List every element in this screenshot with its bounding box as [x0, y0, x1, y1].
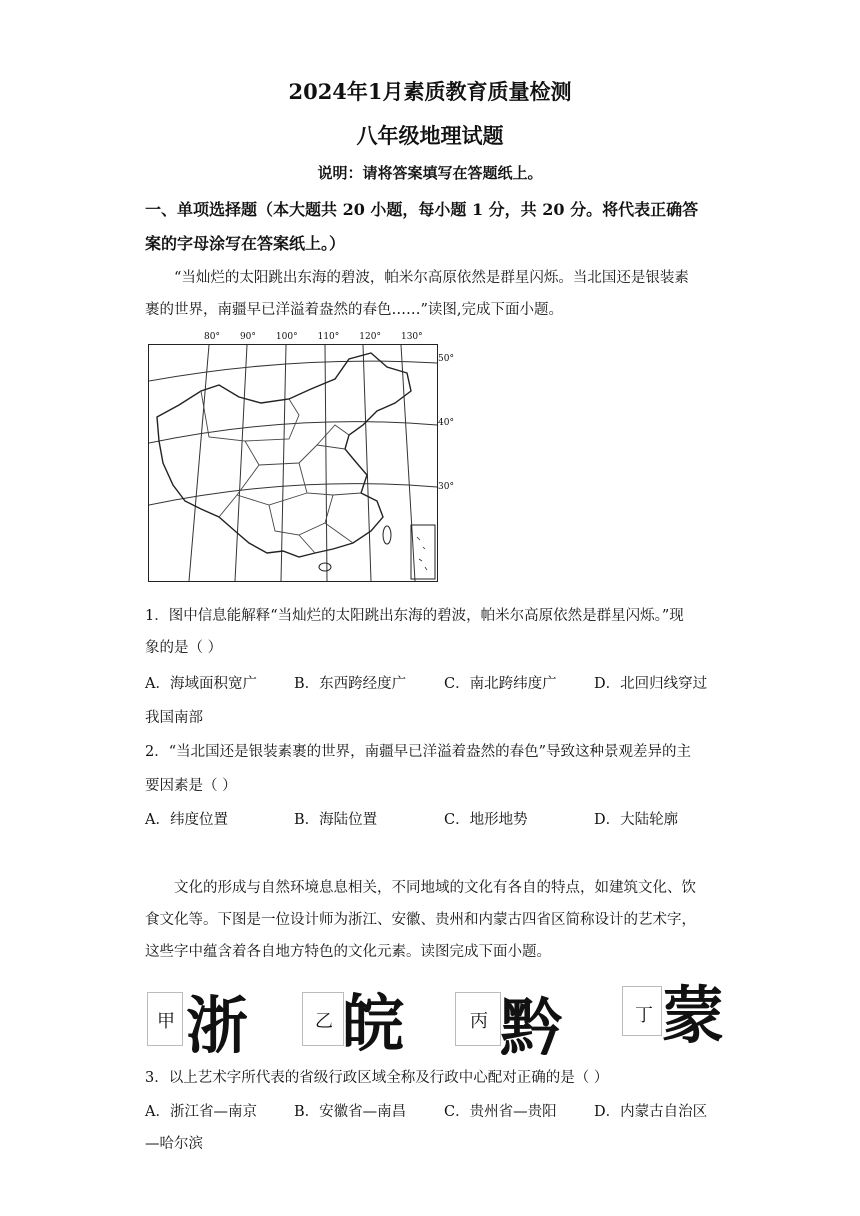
passage2-line3: 这些字中蕴含着各自地方特色的文化元素。读图完成下面小题。	[145, 944, 551, 960]
section-heading-line2: 案的字母涂写在答案纸上。）	[145, 234, 346, 253]
passage1-line1: “当灿烂的太阳跳出东海的碧波，帕米尔高原依然是群星闪烁。当北国还是银装素	[174, 270, 689, 286]
instructions-note: 说明：请将答案填写在答题纸上。	[317, 164, 543, 182]
q1-option-d[interactable]: D．北回归线穿过	[594, 676, 708, 692]
q1-stem-line1: 1．图中信息能解释“当灿烂的太阳跳出东海的碧波，帕米尔高原依然是群星闪烁。”现	[145, 608, 684, 624]
q2-stem-line2: 要因素是（ ）	[145, 778, 237, 794]
art-char-label: 丙	[470, 1011, 488, 1032]
art-char-label: 丁	[635, 1005, 653, 1026]
q3-option-a[interactable]: A．浙江省—南京	[145, 1104, 257, 1120]
art-char-zhe: 浙	[186, 989, 249, 1062]
lat-label: 40°	[438, 418, 454, 428]
section-heading-line1: 一、单项选择题（本大题共 20 小题，每小题 1 分，共 20 分。将代表正确答	[145, 200, 699, 219]
exam-subtitle: 八年级地理试题	[356, 123, 504, 148]
map-longitude-labels	[204, 332, 423, 342]
passage1-line2: 裹的世界，南疆早已洋溢着盎然的春色……”读图,完成下面小题。	[145, 302, 564, 318]
q1-stem-line2: 象的是（ ）	[145, 640, 223, 656]
china-map-graphic	[149, 345, 437, 581]
art-char-tile-ding	[622, 986, 662, 1036]
art-char-tile-bing	[455, 992, 501, 1046]
lat-label: 50°	[438, 354, 454, 364]
lon-label: 100°	[275, 332, 298, 342]
q1-option-a[interactable]: A．海域面积宽广	[145, 676, 257, 692]
lon-label: 120°	[359, 332, 381, 342]
q2-option-b[interactable]: B．海陆位置	[294, 812, 378, 828]
passage2-line2: 食文化等。下图是一位设计师为浙江、安徽、贵州和内蒙古四省区简称设计的艺术字，	[145, 912, 696, 928]
art-char-tile-jia	[147, 992, 183, 1046]
q2-option-c[interactable]: C．地形地势	[444, 812, 528, 828]
art-char-label: 乙	[315, 1011, 333, 1032]
lon-label: 130°	[400, 332, 423, 342]
q3-option-b[interactable]: B．安徽省—南昌	[294, 1104, 407, 1120]
q1-option-d-wrap: 我国南部	[145, 710, 203, 726]
q3-option-d-wrap: —哈尔滨	[145, 1136, 203, 1152]
q1-option-b[interactable]: B．东西跨经度广	[294, 676, 407, 692]
art-char-qian: 黔	[500, 991, 563, 1064]
passage2-line1: 文化的形成与自然环境息息相关，不同地域的文化有各自的特点，如建筑文化、饮	[174, 880, 696, 896]
art-char-label: 甲	[157, 1011, 175, 1032]
lon-label: 80°	[204, 332, 220, 342]
q1-option-c[interactable]: C．南北跨纬度广	[444, 676, 557, 692]
q2-option-a[interactable]: A．纬度位置	[145, 812, 228, 828]
q3-option-d[interactable]: D．内蒙古自治区	[594, 1104, 708, 1120]
lon-label: 90°	[239, 332, 256, 342]
art-char-wan: 皖	[342, 987, 405, 1060]
q2-stem-line1: 2．“当北国还是银装素裹的世界，南疆早已洋溢着盎然的春色”导致这种景观差异的主	[145, 744, 692, 760]
art-char-tile-yi	[302, 992, 344, 1046]
art-char-meng: 蒙	[662, 979, 725, 1052]
q2-option-d[interactable]: D．大陆轮廓	[594, 812, 679, 828]
exam-title: 2024年1月素质教育质量检测	[288, 79, 572, 104]
lat-label: 30°	[438, 482, 454, 492]
lon-label: 110°	[317, 332, 340, 342]
q3-stem-line1: 3．以上艺术字所代表的省级行政区域全称及行政中心配对正确的是（ ）	[145, 1070, 609, 1086]
china-map-figure	[148, 344, 438, 582]
q3-option-c[interactable]: C．贵州省—贵阳	[444, 1104, 557, 1120]
